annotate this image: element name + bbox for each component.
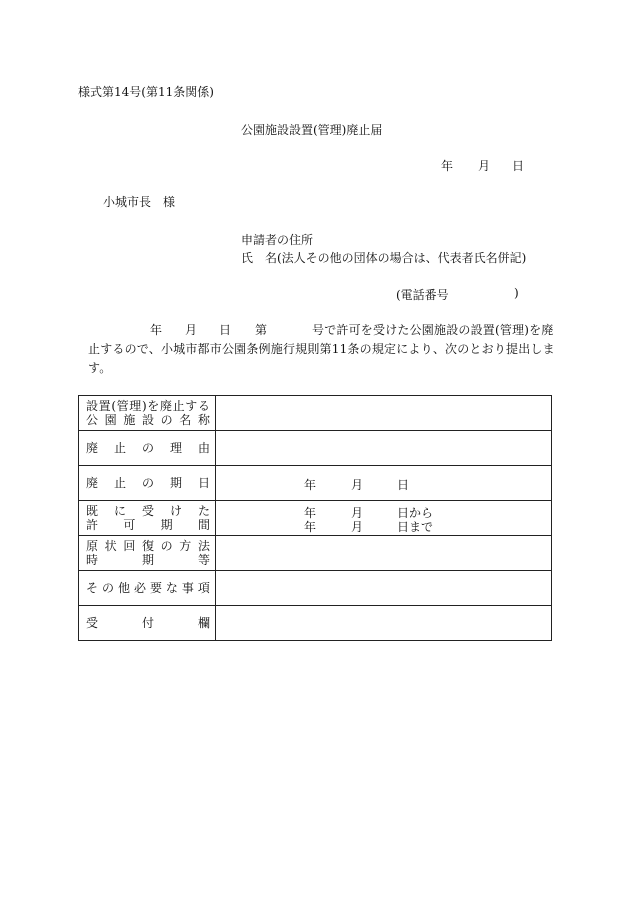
- value-day: 日まで: [397, 520, 434, 534]
- label-char: の: [141, 476, 154, 490]
- label-char: 既: [86, 504, 99, 518]
- table-row: [79, 466, 552, 501]
- reception-field: [216, 606, 552, 641]
- label-char: 設: [86, 399, 99, 413]
- label-char: 公: [86, 413, 99, 427]
- applicant-address-label: 申請者の住所: [241, 233, 314, 247]
- label-char: 施: [123, 413, 136, 427]
- label-line: [86, 413, 210, 427]
- row-label: [79, 536, 216, 571]
- value-year: 年: [304, 506, 317, 520]
- label-char: 許: [86, 518, 99, 532]
- label-char: に: [113, 504, 126, 518]
- abolition-date-field[interactable]: [216, 466, 552, 501]
- row-label: [79, 501, 216, 536]
- applicant-phone-label: (電話番号: [396, 288, 449, 302]
- label-char: (: [111, 399, 116, 413]
- label-line: [86, 441, 210, 455]
- form-number: 様式第14号(第11条関係): [78, 85, 214, 99]
- label-char: 等: [197, 553, 210, 567]
- addressee: 小城市長 様: [103, 195, 176, 209]
- label-char: 管: [116, 399, 129, 413]
- label-line: [86, 539, 210, 553]
- document-title: 公園施設設置(管理)廃止届: [241, 123, 383, 137]
- body-line-2: 止するので、小城市都市公園条例施行規則第11条の規定により、次のとおり提出しま: [88, 342, 555, 356]
- label-char: す: [185, 399, 198, 413]
- label-char: 受: [141, 504, 154, 518]
- body-year: 年: [150, 323, 163, 337]
- table-row: [79, 501, 552, 536]
- label-char: 原: [86, 539, 99, 553]
- label-char: る: [197, 399, 210, 413]
- label-char: の: [160, 413, 173, 427]
- label-line: [86, 399, 210, 413]
- label-char: 由: [197, 441, 210, 455]
- label-char: 間: [197, 518, 210, 532]
- label-char: 名: [179, 413, 192, 427]
- value-month: 月: [351, 478, 364, 492]
- permit-period-field[interactable]: [216, 501, 552, 536]
- applicant-name-label: 氏 名(法人その他の団体の場合は、代表者氏名併記): [241, 251, 527, 265]
- row-label: [79, 466, 216, 501]
- label-char: 復: [141, 539, 154, 553]
- row-label: [79, 431, 216, 466]
- label-char: 状: [104, 539, 117, 553]
- label-char: 日: [197, 476, 210, 490]
- label-char: 期: [160, 518, 173, 532]
- label-line: [86, 581, 210, 595]
- table-row: [79, 571, 552, 606]
- table-row: [79, 536, 552, 571]
- label-line: [86, 476, 210, 490]
- other-matters-field[interactable]: [216, 571, 552, 606]
- value-day: 日: [397, 478, 410, 492]
- value-month: 月: [351, 520, 364, 534]
- table-row: [79, 396, 552, 431]
- body-paragraph: [88, 321, 553, 378]
- label-char: 法: [197, 539, 210, 553]
- label-char: 称: [197, 413, 210, 427]
- body-rest: 号で許可を受けた公園施設の設置(管理)を廃: [312, 323, 554, 337]
- label-char: 方: [179, 539, 192, 553]
- value-year: 年: [304, 520, 317, 534]
- label-char: 期: [169, 476, 182, 490]
- label-char: 廃: [159, 399, 172, 413]
- label-char: ): [141, 399, 147, 413]
- label-char: 項: [197, 581, 210, 595]
- facility-name-field[interactable]: [216, 396, 552, 431]
- restoration-field[interactable]: [216, 536, 552, 571]
- label-char: 理: [129, 399, 142, 413]
- label-char: 止: [113, 476, 126, 490]
- body-day: 日: [219, 323, 232, 337]
- label-char: な: [165, 581, 178, 595]
- body-no: 第: [255, 323, 268, 337]
- label-char: け: [169, 504, 182, 518]
- label-char: 他: [117, 581, 130, 595]
- date-year: 年: [441, 159, 454, 173]
- form-table: [78, 395, 552, 641]
- value-year: 年: [304, 478, 317, 492]
- label-char: 廃: [86, 476, 99, 490]
- label-char: 止: [172, 399, 185, 413]
- label-char: の: [141, 441, 154, 455]
- label-char: 付: [141, 616, 154, 630]
- row-label: [79, 571, 216, 606]
- value-day: 日から: [397, 506, 434, 520]
- label-char: 可: [123, 518, 136, 532]
- label-line: [86, 553, 210, 567]
- label-char: 要: [149, 581, 162, 595]
- label-char: 時: [86, 553, 99, 567]
- label-char: 欄: [197, 616, 210, 630]
- row-label: [79, 396, 216, 431]
- label-char: 必: [133, 581, 146, 595]
- label-char: 期: [141, 553, 154, 567]
- label-char: そ: [86, 581, 99, 595]
- label-char: 理: [169, 441, 182, 455]
- label-line: [86, 518, 210, 532]
- row-label: [79, 606, 216, 641]
- label-char: の: [160, 539, 173, 553]
- label-char: 受: [86, 616, 99, 630]
- label-char: 止: [113, 441, 126, 455]
- applicant-phone-close: ): [514, 286, 519, 300]
- label-char: 設: [141, 413, 154, 427]
- table-row: [79, 606, 552, 641]
- label-char: を: [147, 399, 160, 413]
- label-line: [86, 616, 210, 630]
- date-month: 月: [478, 159, 491, 173]
- reason-field[interactable]: [216, 431, 552, 466]
- date-day: 日: [512, 159, 525, 173]
- label-char: 廃: [86, 441, 99, 455]
- label-line: [86, 504, 210, 518]
- body-line-3: す。: [88, 361, 112, 375]
- label-char: の: [101, 581, 114, 595]
- label-char: た: [197, 504, 210, 518]
- label-char: 事: [181, 581, 194, 595]
- body-month: 月: [185, 323, 198, 337]
- label-char: 園: [104, 413, 117, 427]
- value-month: 月: [351, 506, 364, 520]
- label-char: 回: [123, 539, 136, 553]
- table-row: [79, 431, 552, 466]
- body-line-1: [88, 321, 553, 340]
- label-char: 置: [98, 399, 111, 413]
